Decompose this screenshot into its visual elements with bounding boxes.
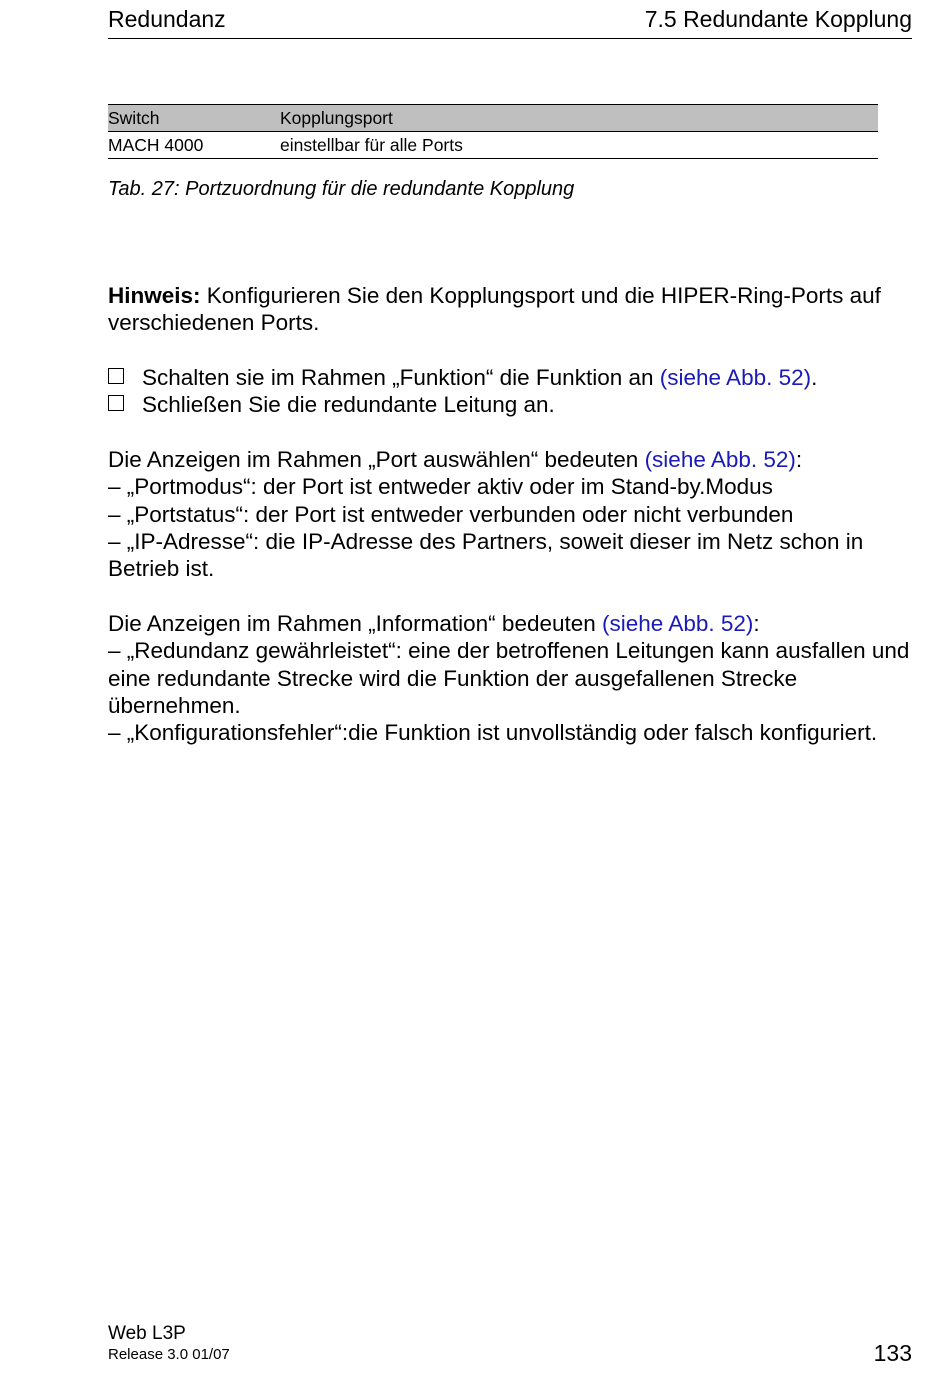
checkbox-bullet-icon [108, 368, 124, 384]
table-cell-switch: MACH 4000 [108, 135, 204, 155]
list-item: – „Portmodus“: der Port ist entweder aktiv oder im Stand-by.Modus [108, 474, 773, 500]
running-header-section: 7.5 Redundante Kopplung [644, 6, 912, 32]
port-assignment-table [108, 104, 878, 159]
header-divider [108, 38, 912, 39]
intro-punctuation: : [795, 447, 803, 472]
page-number: 133 [873, 1340, 912, 1366]
checkbox-bullet-icon [108, 395, 124, 411]
step-item [108, 364, 817, 391]
footer-document-title: Web L3P [108, 1323, 186, 1344]
step-item [108, 391, 555, 418]
footer-release-info: Release 3.0 01/07 [108, 1346, 230, 1363]
step-text: Schließen Sie die redundante Leitung an. [142, 392, 555, 417]
step-punctuation: . [811, 365, 818, 390]
note-text: Konfigurieren Sie den Kopplungsport und die HIPER-Ring-Ports auf verschiedenen Ports. [108, 283, 881, 336]
intro-text: Die Anzeigen im Rahmen „Port auswählen“ bedeuten [108, 447, 645, 472]
column-header-coupling-port: Kopplungsport [280, 108, 393, 128]
information-section-intro [108, 610, 912, 637]
table-caption: Tab. 27: Portzuordnung für die redundante Kopplung [108, 178, 575, 200]
intro-text: Die Anzeigen im Rahmen „Information“ bedeuten [108, 611, 603, 636]
information-section [108, 610, 912, 746]
table-cell-coupling-port: einstellbar für alle Ports [280, 135, 463, 155]
note-label: Hinweis: [108, 283, 201, 308]
note-paragraph [108, 282, 912, 337]
list-item: – „Portstatus“: der Port ist entweder verbunden oder nicht verbunden [108, 501, 794, 527]
port-section [108, 446, 912, 582]
intro-punctuation: : [753, 611, 760, 636]
column-header-switch: Switch [108, 108, 160, 128]
step-text: Schalten sie im Rahmen „Funktion“ die Funktion an [142, 365, 660, 390]
list-item: – „Redundanz gewährleistet“: eine der betroffenen Leitungen kann ausfallen und eine redundante Strecke wird die Funktion der ausgefallenen Strecke übernehmen. [108, 638, 910, 718]
figure-reference-link[interactable]: (siehe Abb. 52) [659, 365, 812, 390]
list-item: – „IP-Adresse“: die IP-Adresse des Partners, soweit dieser im Netz schon in Betrieb ist. [108, 528, 864, 582]
table-row [108, 132, 878, 159]
figure-reference-link[interactable]: (siehe Abb. 52) [602, 611, 754, 636]
port-section-intro [108, 446, 912, 473]
table-header-row [108, 104, 878, 132]
figure-reference-link[interactable]: (siehe Abb. 52) [644, 447, 796, 472]
list-item: – „Konfigurationsfehler“:die Funktion ist unvollständig oder falsch konfiguriert. [108, 720, 878, 746]
running-header-chapter: Redundanz [108, 6, 226, 32]
